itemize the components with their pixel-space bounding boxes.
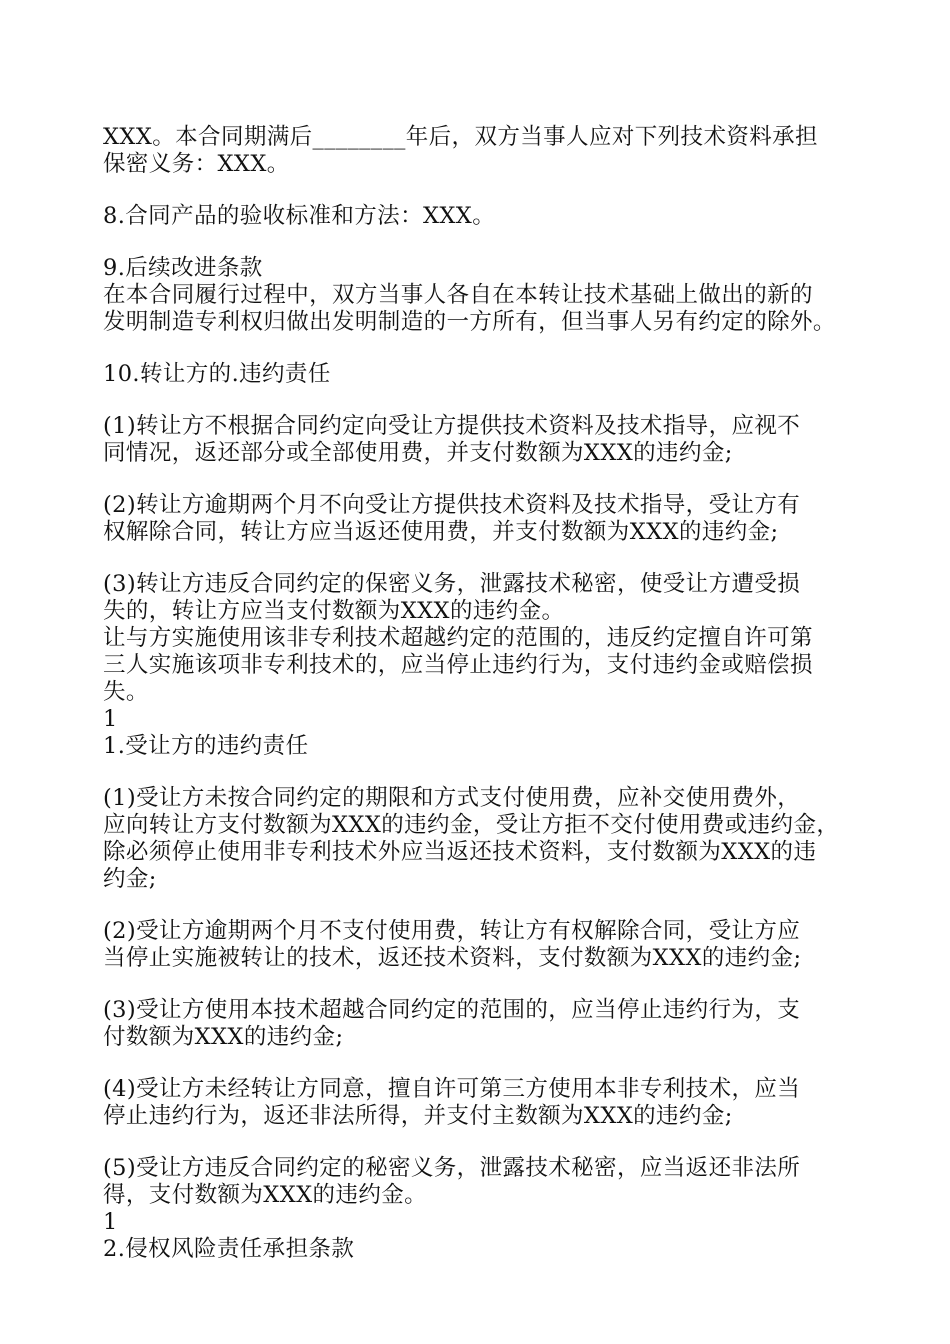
text-line: 应向转让方支付数额为XXX的违约金，受让方拒不交付使用费或违约金， xyxy=(103,812,840,838)
text-line: (5)受让方违反合同约定的秘密义务，泄露技术秘密，应当返还非法所 xyxy=(103,1155,801,1181)
text-line: 9.后续改进条款 xyxy=(103,255,263,281)
text-line: (1)转让方不根据合同约定向受让方提供技术资料及技术指导，应视不 xyxy=(103,413,801,439)
text-line: 除必须停止使用非专利技术外应当返还技术资料，支付数额为XXX的违 xyxy=(103,839,817,865)
text-line: 三人实施该项非专利技术的，应当停止违约行为，支付违约金或赔偿损 xyxy=(103,652,813,678)
text-line: (4)受让方未经转让方同意，擅自许可第三方使用本非专利技术，应当 xyxy=(103,1076,801,1102)
text-line: (3)转让方违反合同约定的保密义务，泄露技术秘密，使受让方遭受损 xyxy=(103,571,801,597)
text-line: 8.合同产品的验收标准和方法：XXX。 xyxy=(103,203,496,229)
text-line: 失。 xyxy=(103,679,149,705)
text-line: (1)受让方未按合同约定的期限和方式支付使用费，应补交使用费外， xyxy=(103,785,801,811)
text-line: 保密义务：XXX。 xyxy=(103,151,290,177)
text-line: 失的，转让方应当支付数额为XXX的违约金。 xyxy=(103,598,565,624)
paragraph-gap xyxy=(103,467,863,492)
paragraph-gap xyxy=(103,230,863,255)
paragraph-gap xyxy=(103,760,863,785)
paragraph-gap xyxy=(103,336,863,361)
text-line: 在本合同履行过程中，双方当事人各自在本转让技术基础上做出的新的 xyxy=(103,282,813,308)
text-line: (2)受让方逾期两个月不支付使用费，转让方有权解除合同，受让方应 xyxy=(103,918,801,944)
text-line: 付数额为XXX的违约金; xyxy=(103,1024,344,1050)
text-line: (2)转让方逾期两个月不向受让方提供技术资料及技术指导，受让方有 xyxy=(103,492,801,518)
text-line: 2.侵权风险责任承担条款 xyxy=(103,1236,355,1262)
document-page xyxy=(103,124,863,1263)
text-line: XXX。本合同期满后________年后，双方当事人应对下列技术资料承担 xyxy=(103,124,818,150)
text-line: 停止违约行为，返还非法所得，并支付主数额为XXX的违约金; xyxy=(103,1103,733,1129)
text-line: 得，支付数额为XXX的违约金。 xyxy=(103,1182,428,1208)
text-line: 1 xyxy=(103,706,118,732)
paragraph-gap xyxy=(103,1051,863,1076)
text-line: 约金; xyxy=(103,866,157,892)
text-line: 1.受让方的违约责任 xyxy=(103,733,309,759)
text-line: 让与方实施使用该非专利技术超越约定的范围的，违反约定擅自许可第 xyxy=(103,625,813,651)
paragraph-gap xyxy=(103,893,863,918)
text-line: 1 xyxy=(103,1209,118,1235)
paragraph-gap xyxy=(103,972,863,997)
text-line: 10.转让方的.违约责任 xyxy=(103,361,331,387)
text-line: (3)受让方使用本技术超越合同约定的范围的，应当停止违约行为，支 xyxy=(103,997,801,1023)
text-line: 权解除合同，转让方应当返还使用费，并支付数额为XXX的违约金; xyxy=(103,519,779,545)
text-line: 同情况，返还部分或全部使用费，并支付数额为XXX的违约金; xyxy=(103,440,733,466)
paragraph-gap xyxy=(103,546,863,571)
text-line: 发明制造专利权归做出发明制造的一方所有，但当事人另有约定的除外。 xyxy=(103,309,836,335)
paragraph-gap xyxy=(103,178,863,203)
paragraph-gap xyxy=(103,388,863,413)
paragraph-gap xyxy=(103,1130,863,1155)
text-line: 当停止实施被转让的技术，返还技术资料，支付数额为XXX的违约金; xyxy=(103,945,802,971)
